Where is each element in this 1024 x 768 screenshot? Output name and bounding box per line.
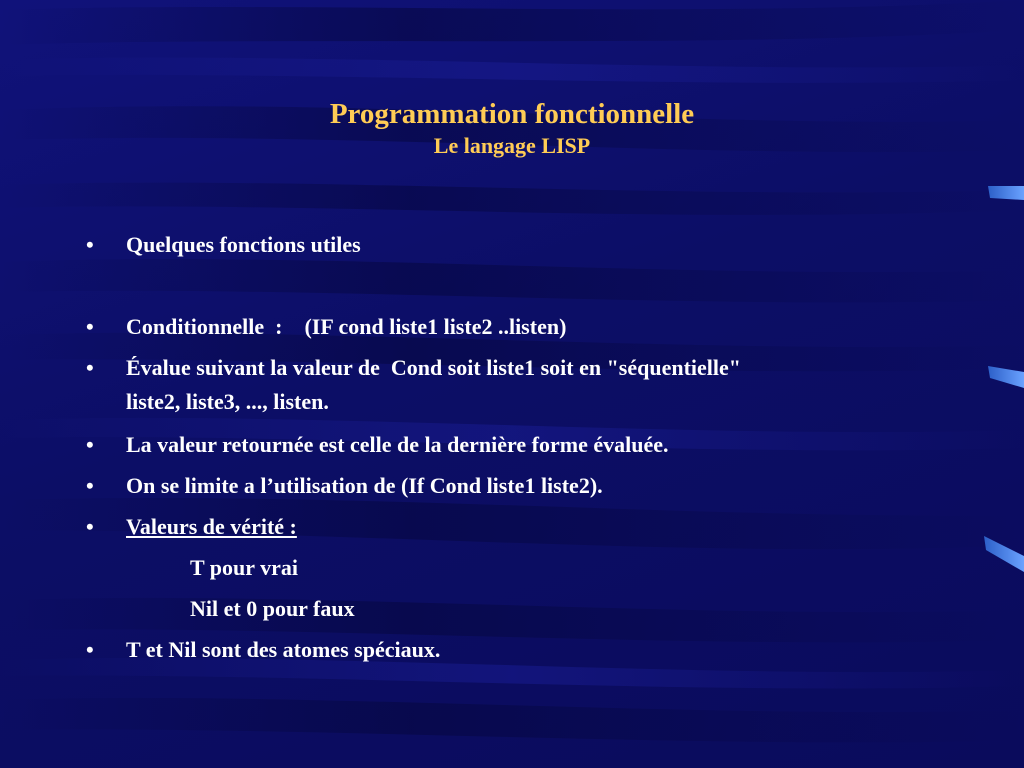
- bullet-icon: •: [86, 314, 94, 339]
- accent-bar: [988, 186, 1024, 200]
- list-item-text: Conditionnelle : (IF cond liste1 liste2 ..listen): [126, 314, 567, 339]
- list-item-text-line2: liste2, liste3, ..., listen.: [126, 389, 329, 414]
- list-item-text: La valeur retournée est celle de la dernière forme évaluée.: [126, 432, 669, 457]
- slide-title: Programmation fonctionnelle: [329, 98, 695, 130]
- list-item-text: Valeurs de vérité :: [126, 514, 297, 539]
- bullet-icon: •: [86, 514, 94, 539]
- accent-bar: [988, 366, 1024, 388]
- bullet-icon: •: [86, 232, 94, 257]
- title-block: [0, 96, 1024, 160]
- list-item-text-line1: Évalue suivant la valeur de Cond soit liste1 soit en "séquentielle": [126, 355, 742, 380]
- list-item-text: On se limite a l’utilisation de (If Cond liste1 liste2).: [126, 473, 603, 498]
- bullet-icon: •: [86, 355, 94, 380]
- list-item-text: T pour vrai: [190, 555, 298, 580]
- list-item-text: Quelques fonctions utiles: [126, 232, 361, 257]
- bullet-icon: •: [86, 473, 94, 498]
- list-item-text: T et Nil sont des atomes spéciaux.: [126, 637, 441, 662]
- slide-subtitle: Le langage LISP: [433, 133, 591, 158]
- list-item-text: Nil et 0 pour faux: [190, 596, 355, 621]
- bullet-icon: •: [86, 637, 94, 662]
- bullet-icon: •: [86, 432, 94, 457]
